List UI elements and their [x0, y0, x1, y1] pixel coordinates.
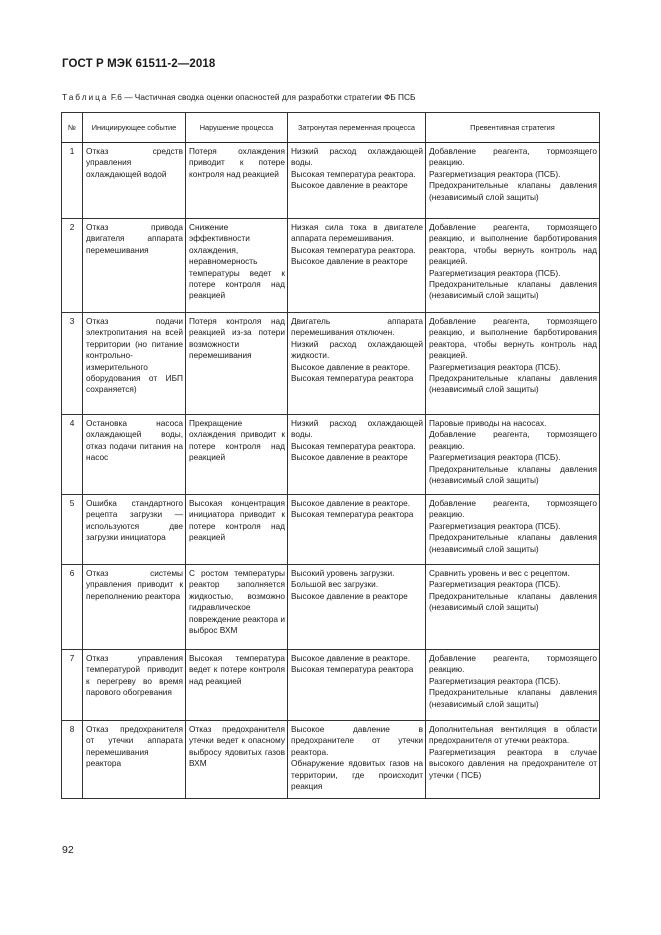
preventive-strategy-line: Паровые приводы на насосах. [429, 418, 547, 428]
affected-variable-line: Двигатель аппарата перемешивания отключен. [291, 316, 423, 338]
process-disruption-cell: Высокая концентрация инициатора приводит к потере контроля над реакцией [186, 495, 288, 565]
preventive-strategy-cell [426, 415, 600, 495]
table-row [62, 650, 600, 721]
process-disruption-cell: Потеря охлаждения приводит к потере контроля над реакцией [186, 143, 288, 219]
preventive-strategy-line: Добавление реагента, тормозящего реакцию, и выполнение барботирования реактора, чтобы вернуть контроль над реакцией. [429, 316, 597, 361]
process-disruption-cell: Снижение эффективности охлаждения, неравномерность температуры ведет к потере контроля над реакцией [186, 219, 288, 313]
preventive-strategy-line: Разгерметизация реактора (ПСБ). [429, 267, 561, 278]
preventive-strategy-line: Сравнить уровень и вес с рецептом. [429, 568, 570, 578]
row-number: 6 [62, 565, 83, 650]
initiating-event-cell: Отказ управления температурой приводит к перегреву во время парового обогревания [83, 650, 186, 721]
preventive-strategy-line: Предохранительные клапаны давления (независимый слой защиты) [429, 279, 597, 301]
affected-variable-line: Высокое давление в реакторе [291, 256, 408, 267]
affected-variable-line: Высокая температура реактора [291, 509, 414, 520]
affected-variable-line: Низкий расход охлаждающей жидкости. [291, 338, 423, 361]
row-number: 1 [62, 143, 83, 219]
process-disruption-cell: Высокая температура ведет к потере контроля над реакцией [186, 650, 288, 721]
page-number: 92 [62, 844, 74, 856]
table-row [62, 495, 600, 565]
preventive-strategy-line: Добавление реагента, тормозящего реакцию. [429, 146, 597, 168]
table-row [62, 565, 600, 650]
affected-variable-cell [288, 495, 426, 565]
affected-variable-cell [288, 219, 426, 313]
hazard-summary-table [61, 112, 600, 799]
initiating-event-cell: Отказ средств управления охлаждающей водой [83, 143, 186, 219]
row-number: 5 [62, 495, 83, 565]
affected-variable-line: Высокое давление в реакторе. [291, 498, 411, 508]
header-number: № [62, 113, 83, 143]
table-row [62, 721, 600, 799]
preventive-strategy-line: Предохранительные клапаны давления (независимый слой защиты) [429, 180, 597, 202]
preventive-strategy-line: Разгерметизация реактора в случае высокого давления на предохранителе от утечки ( ПСБ) [429, 746, 597, 780]
affected-variable-line: Низкая сила тока в двигателе аппарата перемешивания. [291, 222, 423, 244]
initiating-event-cell: Остановка насоса охлаждающей воды, отказ подачи питания на насос [83, 415, 186, 495]
affected-variable-cell [288, 721, 426, 799]
table-row [62, 143, 600, 219]
row-number: 4 [62, 415, 83, 495]
header-affected-variable: Затронутая переменная процесса [288, 113, 426, 143]
preventive-strategy-line: Предохранительные клапаны давления (независимый слой защиты) [429, 463, 597, 486]
table-body [62, 143, 600, 799]
affected-variable-cell [288, 565, 426, 650]
affected-variable-line: Высокое давление в предохранителе от утечки реактора. [291, 724, 423, 757]
process-disruption-cell: Прекращение охлаждения приводит к потере контроля над реакцией [186, 415, 288, 495]
affected-variable-line: Высокая температура реактора [291, 373, 414, 384]
header-process-disruption: Нарушение процесса [186, 113, 288, 143]
header-preventive-strategy: Превентивная стратегия [426, 113, 600, 143]
preventive-strategy-cell [426, 143, 600, 219]
affected-variable-line: Высокое давление в реакторе. [291, 361, 411, 372]
preventive-strategy-cell [426, 565, 600, 650]
affected-variable-line: Высокая температура реактора [291, 664, 414, 675]
affected-variable-line: Высокое давление в реакторе [291, 590, 408, 601]
table-row [62, 415, 600, 495]
initiating-event-cell: Отказ привода двигателя аппарата перемешивания [83, 219, 186, 313]
preventive-strategy-line: Добавление реагента, тормозящего реакцию, и выполнение барботирования реактора, чтобы вернуть контроль над реакцией. [429, 222, 597, 267]
table-caption-title: F.6 — Частичная сводка оценки опасностей для разработки стратегии ФБ ПСБ [108, 92, 416, 102]
preventive-strategy-line: Разгерметизация реактора (ПСБ). [429, 168, 561, 179]
initiating-event-cell: Отказ подачи электропитания на всей территории (но питание контрольно-измерительного оборудования от ИБП сохраняется) [83, 313, 186, 415]
table-header-row [62, 113, 600, 143]
preventive-strategy-line: Добавление реагента, тормозящего реакцию. [429, 498, 597, 520]
affected-variable-line: Высокая температура реактора. [291, 440, 416, 451]
affected-variable-cell [288, 313, 426, 415]
preventive-strategy-line: Дополнительная вентиляция в области предохранителя от утечки реактора. [429, 724, 597, 746]
preventive-strategy-line: Разгерметизация реактора (ПСБ). [429, 675, 561, 686]
document-header: ГОСТ Р МЭК 61511-2—2018 [62, 58, 216, 70]
affected-variable-cell [288, 650, 426, 721]
preventive-strategy-line: Разгерметизация реактора (ПСБ). [429, 579, 561, 590]
process-disruption-cell: С ростом температуры реактор заполняется жидкостью, возможно гидравлическое повреждение реактора и выброс ВХМ [186, 565, 288, 650]
affected-variable-cell [288, 415, 426, 495]
initiating-event-cell: Отказ предохранителя от утечки аппарата перемешивания реактора [83, 721, 186, 799]
affected-variable-line: Высокое давление в реакторе [291, 180, 408, 191]
affected-variable-line: Высокая температура реактора. [291, 244, 416, 255]
affected-variable-line: Высокое давление в реакторе. [291, 653, 411, 663]
process-disruption-cell: Отказ предохранителя утечки ведет к опасному выбросу ядовитых газов ВХМ [186, 721, 288, 799]
row-number: 2 [62, 219, 83, 313]
preventive-strategy-cell [426, 721, 600, 799]
row-number: 8 [62, 721, 83, 799]
table-row [62, 313, 600, 415]
row-number: 7 [62, 650, 83, 721]
affected-variable-line: Высокая температура реактора. [291, 168, 416, 179]
preventive-strategy-cell [426, 495, 600, 565]
affected-variable-line: Большой вес загрузки. [291, 579, 379, 590]
preventive-strategy-line: Предохранительные клапаны давления (независимый слой защиты) [429, 590, 597, 613]
preventive-strategy-line: Разгерметизация реактора (ПСБ). [429, 452, 561, 463]
preventive-strategy-line: Предохранительные клапаны давления (независимый слой защиты) [429, 687, 597, 709]
affected-variable-line: Низкий расход охлаждающей воды. [291, 418, 423, 440]
preventive-strategy-line: Предохранительные клапаны давления (независимый слой защиты) [429, 373, 597, 395]
preventive-strategy-line: Предохранительные клапаны давления (независимый слой защиты) [429, 532, 597, 554]
table-row [62, 219, 600, 313]
table-caption [62, 92, 415, 102]
process-disruption-cell: Потеря контроля над реакцией из-за потери возможности перемешивания [186, 313, 288, 415]
preventive-strategy-cell [426, 650, 600, 721]
initiating-event-cell: Ошибка стандартного рецепта загрузки — используются две загрузки инициатора [83, 495, 186, 565]
preventive-strategy-line: Разгерметизация реактора (ПСБ). [429, 361, 561, 372]
preventive-strategy-line: Разгерметизация реактора (ПСБ). [429, 520, 561, 531]
table-caption-label: Таблица [62, 92, 109, 102]
initiating-event-cell: Отказ системы управления приводит к переполнению реактора [83, 565, 186, 650]
preventive-strategy-line: Добавление реагента, тормозящего реакцию. [429, 429, 597, 451]
preventive-strategy-cell [426, 313, 600, 415]
row-number: 3 [62, 313, 83, 415]
affected-variable-line: Высокий уровень загрузки. [291, 568, 395, 578]
affected-variable-line: Высокое давление в реакторе [291, 452, 408, 463]
affected-variable-line: Обнаружение ядовитых газов на территории, где происходит реакция [291, 758, 423, 792]
affected-variable-cell [288, 143, 426, 219]
preventive-strategy-cell [426, 219, 600, 313]
affected-variable-line: Низкий расход охлаждающей воды. [291, 146, 423, 168]
preventive-strategy-line: Добавление реагента, тормозящего реакцию. [429, 653, 597, 675]
header-initiating-event: Инициирующее событие [83, 113, 186, 143]
